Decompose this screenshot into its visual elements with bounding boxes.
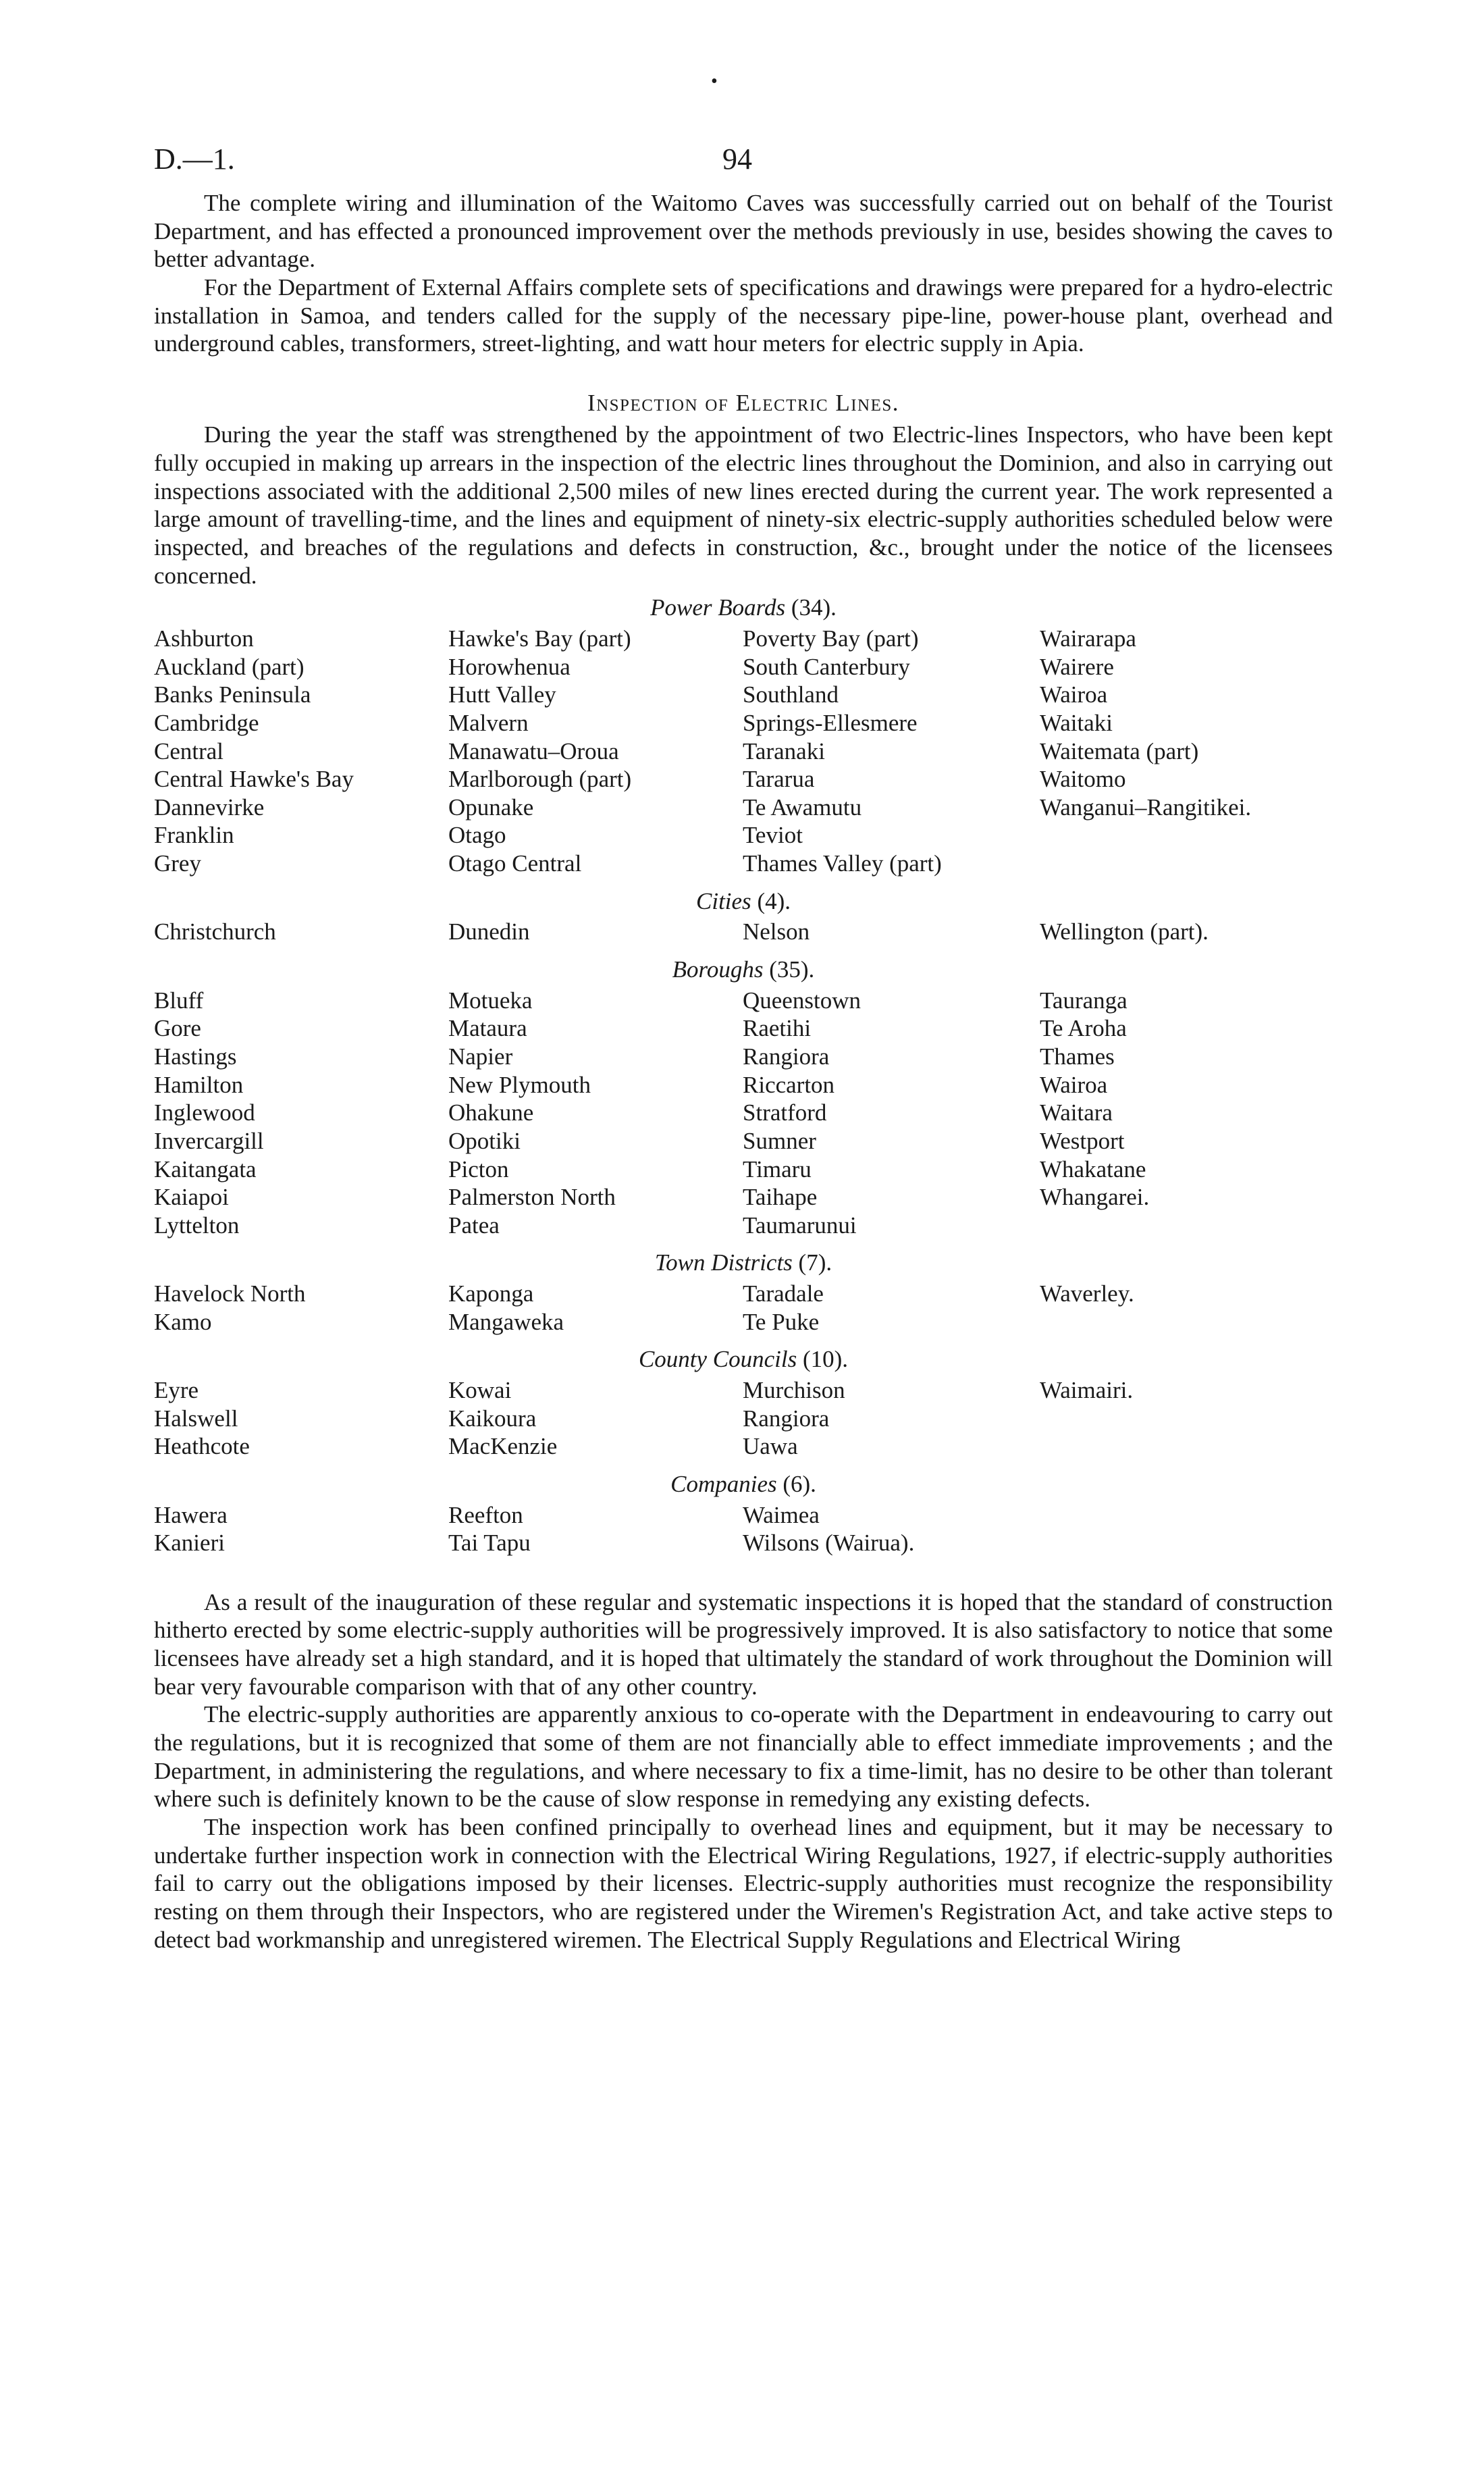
list-item: Kowai [448,1376,512,1403]
list-item: Ohakune [448,1099,534,1126]
list-grid [154,1501,1333,1557]
list-item: Eyre [154,1376,199,1403]
list-count: (4). [757,887,791,914]
list-item: Horowhenua [448,653,571,680]
list-item: Waitomo [1040,766,1126,793]
list-group [154,956,1333,1239]
list-item: Patea [448,1212,500,1239]
list-item: Waimairi. [1040,1376,1134,1403]
list-item [1040,1529,1333,1557]
list-item: Wairarapa [1040,625,1136,652]
list-item: Hastings [154,1043,237,1070]
list-item: Tararua [743,766,815,793]
list-item: Invercargill [154,1127,264,1154]
list-item: Kaitangata [154,1155,257,1182]
list-group [154,1249,1333,1336]
list-item: Raetihi [743,1015,812,1042]
authority-lists [154,594,1333,1557]
list-grid [154,625,1333,878]
list-item: Taihape [743,1184,818,1211]
list-title: Town Districts [654,1249,793,1276]
list-item: Auckland (part) [154,653,304,680]
list-title: Power Boards [650,594,786,621]
list-caption [154,1345,1333,1374]
body-text [154,189,1333,1954]
list-item: Heathcote [154,1433,250,1460]
list-item: Murchison [743,1376,845,1403]
list-item: Rangiora [743,1405,830,1432]
list-item: Dunedin [448,918,530,945]
list-count: (10). [803,1346,849,1373]
list-item: Waitara [1040,1099,1113,1126]
list-caption [154,594,1333,622]
closing-text [154,1588,1333,1954]
list-item: Kamo [154,1308,212,1335]
list-item: Central Hawke's Bay [154,766,354,793]
list-item: Inglewood [154,1099,255,1126]
list-item: Waverley. [1040,1280,1134,1307]
list-item: Ashburton [154,625,254,652]
list-grid [154,1376,1333,1461]
list-item [1040,1405,1333,1433]
list-item: Wairoa [1040,1071,1108,1098]
list-item: Manawatu–Oroua [448,737,619,764]
list-title: Boroughs [672,956,764,983]
list-item: Wairoa [1040,681,1108,708]
list-item: Taradale [743,1280,824,1307]
list-item: Tai Tapu [448,1530,531,1557]
list-item: Franklin [154,822,234,849]
list-item: Taranaki [743,737,825,764]
list-item: Banks Peninsula [154,681,311,708]
list-item [1040,1308,1333,1336]
list-item: Rangiora [743,1043,830,1070]
list-caption [154,1249,1333,1277]
list-item: Riccarton [743,1071,835,1098]
list-item: Teviot [743,822,803,849]
list-item: Marlborough (part) [448,766,632,793]
list-item: Queenstown [743,987,861,1014]
list-count: (34). [791,594,837,621]
list-item: South Canterbury [743,653,910,680]
list-item: Southland [743,681,839,708]
list-title: County Councils [638,1346,797,1373]
list-item: Opotiki [448,1127,521,1154]
list-grid [154,918,1333,946]
list-item: Hawera [154,1501,228,1528]
list-count: (35). [769,956,815,983]
list-item: Waitemata (part) [1040,737,1199,764]
list-group [154,594,1333,877]
list-item: Stratford [743,1099,827,1126]
list-item: Gore [154,1015,201,1042]
list-title: Companies [670,1470,777,1497]
list-item: Timaru [743,1155,812,1182]
list-item: Te Puke [743,1308,820,1335]
document-page [154,68,1333,1954]
list-count: (7). [798,1249,832,1276]
list-item: Te Awamutu [743,793,862,821]
intro-paragraph: The complete wiring and illumination of the Waitomo Caves was successfully carried out on behalf of the Tourist Department, and has effected a pronounced improvement over the methods previously in use, besides showing the caves to better advantage. [154,190,1333,273]
list-item: Halswell [154,1405,238,1432]
list-item: Taumarunui [743,1212,857,1239]
list-item: Whangarei. [1040,1184,1150,1211]
list-item: Tauranga [1040,987,1128,1014]
page-number: 94 [722,142,752,176]
list-item: Opunake [448,793,534,821]
list-item: Sumner [743,1127,816,1154]
closing-paragraph: The inspection work has been confined principally to overhead lines and equipment, but it may be necessary to undertake further inspection work in connection with the Electrical Wiring Regulations, 1927, if electric-supply authorities fail to carry out the obligations imposed by their licenses. Electric-supply authorities must recognize the responsibility resting on them through their Inspectors, who are registered under the Wiremen's Registration Act, and take active steps to detect bad workmanship and unregistered wiremen. The Electrical Supply Regulations and Electrical Wiring [154,1813,1333,1953]
list-caption [154,1470,1333,1499]
list-count: (6). [783,1470,816,1497]
list-item: Whakatane [1040,1155,1146,1182]
list-item [1040,1501,1333,1530]
list-item: Motueka [448,987,533,1014]
list-item: Picton [448,1155,509,1182]
list-item: MacKenzie [448,1433,558,1460]
list-item: Thames Valley (part) [743,850,942,877]
intro-paragraph: For the Department of External Affairs complete sets of specifications and drawings were prepared for a hydro-electric installation in Samoa, and tenders called for the supply of the necessary pipe-line, power-house plant, overhead and underground cables, transformers, street-lighting, and watt hour meters for electric supply in Apia. [154,274,1333,357]
list-item: Te Aroha [1040,1015,1127,1042]
list-item: Hawke's Bay (part) [448,625,631,652]
list-item: Reefton [448,1501,523,1528]
list-item: Havelock North [154,1280,306,1307]
section-paragraph: During the year the staff was strengthened by the appointment of two Electric-lines Inspectors, who have been kept fully occupied in making up arrears in the inspection of the electric lines throughout the Dominion, and also in carrying out inspections associated with the additional 2,500 miles of new lines erected during the current year. The work represented a large amount of travelling-time, and the lines and equipment of ninety-six electric-supply authorities scheduled below were inspected, and breaches of the regulations and defects in construction, &c., brought under the notice of the licensees concerned. [154,421,1333,589]
list-caption [154,956,1333,984]
list-item: Otago [448,822,506,849]
page-header [154,68,1333,176]
list-item: Waitaki [1040,709,1113,736]
list-item [1040,850,1333,878]
list-item: Wellington (part). [1040,918,1209,945]
list-item: Waimea [743,1501,820,1528]
list-item: Kanieri [154,1530,225,1557]
list-item [1040,1432,1333,1461]
list-item: Dannevirke [154,793,265,821]
closing-paragraph: As a result of the inauguration of these regular and systematic inspections it is hoped that the standard of construction hitherto erected by some electric-supply authorities will be progressively improved. It is also satisfactory to notice that some licensees have already set a high standard, and it is hoped that ultimately the standard of work throughout the Dominion will bear very favourable comparison with that of any other country. [154,1588,1333,1700]
top-mark: • [711,71,718,92]
list-item: Kaikoura [448,1405,537,1432]
list-item: Malvern [448,709,529,736]
list-item: Mataura [448,1015,527,1042]
list-item: Grey [154,850,201,877]
list-item [1040,1212,1333,1240]
list-item: Kaiapoi [154,1184,229,1211]
document-code: D.—1. [154,142,235,176]
list-item [1040,821,1333,850]
section-heading: Inspection of Electric Lines. [587,389,900,416]
list-item: Central [154,737,224,764]
list-item: Lyttelton [154,1212,240,1239]
list-item: Wilsons (Wairua). [743,1530,915,1557]
list-item: Hamilton [154,1071,244,1098]
list-group [154,1470,1333,1557]
list-title: Cities [696,887,751,914]
list-grid [154,1280,1333,1336]
list-item: Wairere [1040,653,1114,680]
list-item: Otago Central [448,850,582,877]
list-item: Uawa [743,1433,798,1460]
list-item: Nelson [743,918,810,945]
list-item: Napier [448,1043,513,1070]
list-item: Thames [1040,1043,1115,1070]
list-item: Wanganui–Rangitikei. [1040,793,1252,821]
list-item: Hutt Valley [448,681,556,708]
list-item: Bluff [154,987,204,1014]
list-item: Kaponga [448,1280,534,1307]
list-group [154,1345,1333,1461]
list-item: Mangaweka [448,1308,564,1335]
list-item: Palmerston North [448,1184,616,1211]
list-item: Christchurch [154,918,276,945]
list-item: Cambridge [154,709,259,736]
list-grid [154,987,1333,1240]
closing-paragraph: The electric-supply authorities are apparently anxious to co-operate with the Department in endeavouring to carry out the regulations, but it is recognized that some of them are not financially able to effect immediate improvements ; and the Department, in administering the regulations, and where necessary to fix a time-limit, has no desire to be other than tolerant where such is definitely known to be the cause of slow response in remedying any existing defects. [154,1701,1333,1813]
list-group [154,887,1333,946]
list-item: Westport [1040,1127,1125,1154]
list-item: Springs-Ellesmere [743,709,918,736]
list-caption [154,887,1333,916]
list-item: Poverty Bay (part) [743,625,919,652]
list-item: New Plymouth [448,1071,591,1098]
